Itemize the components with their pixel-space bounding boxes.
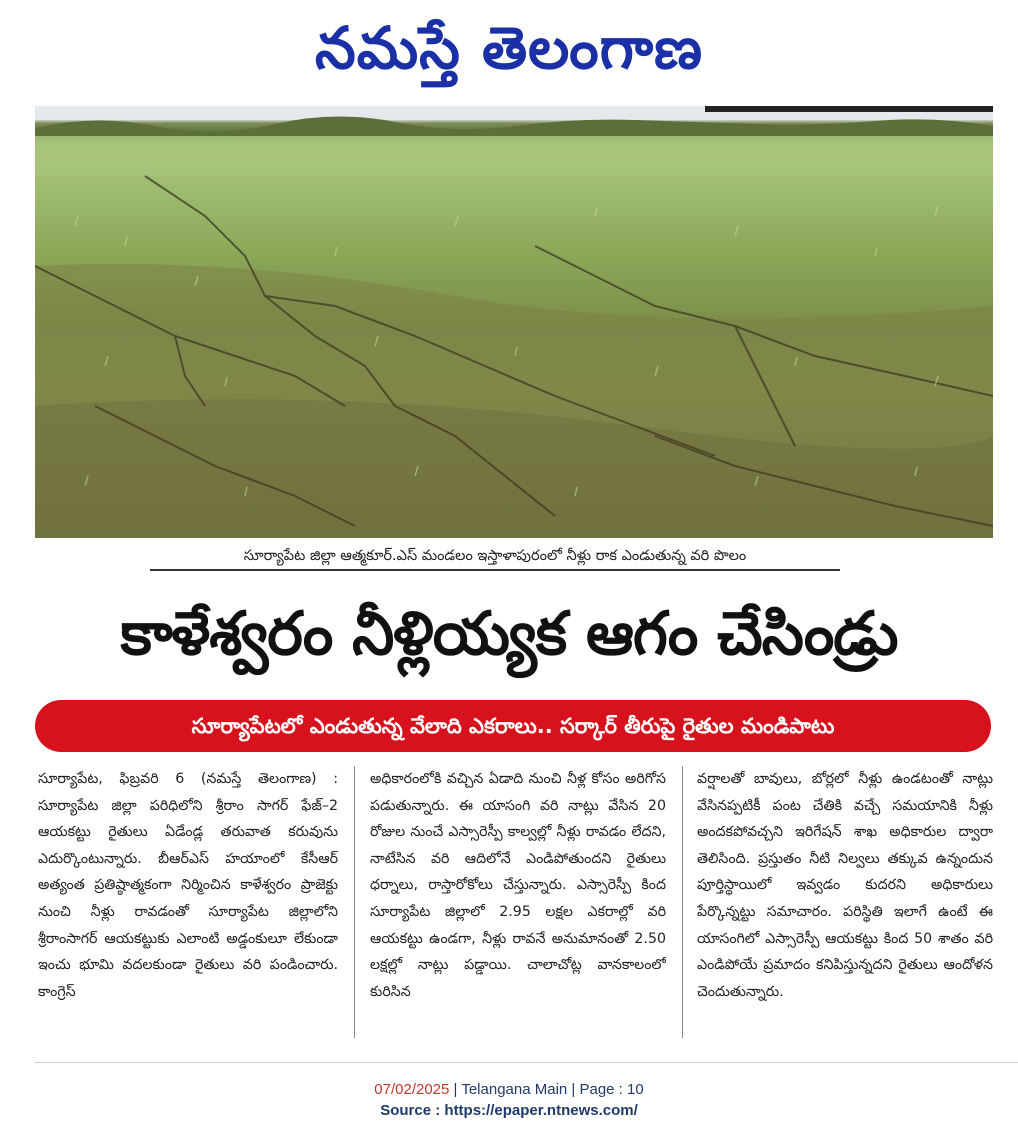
footer-edition-line bbox=[0, 1080, 1018, 1100]
article-column-1: సూర్యాపేట, ఫిబ్రవరి 6 (నమస్తే తెలంగాణ) : సూర్యాపేట జిల్లా పరిధిలోని శ్రీరాం సాగర్ ఫేజ్–2 ఆయకట్టు రైతులు ఏడేండ్ల తరువాత కరువును ఎదుర్కొంటున్నారు. బీఆర్ఎస్ హయాంలో కేసీఆర్ అత్యంత ప్రతిష్ఠాత్మకంగా నిర్మించిన కాళేశ్వరం ప్రాజెక్టు నుంచి నీళ్లు రావడంతో సూర్యాపేట జిల్లాలోని శ్రీరాంసాగర్ ఆయకట్టుకు ఎలాంటి అడ్డంకులూ లేకుండా ఇంచు భూమి వదలకుండా రైతులు వరి పండించారు. కాంగ్రెస్ bbox=[38, 771, 338, 1000]
dry-field-illustration bbox=[35, 106, 993, 538]
subheadline-banner bbox=[35, 700, 991, 752]
edition-info: | Telangana Main | Page : 10 bbox=[453, 1081, 644, 1098]
article-column-2: అధికారంలోకి వచ్చిన ఏడాది నుంచి నీళ్ల కోసం అరిగోస పడుతున్నారు. ఈ యాసంగి వరి నాట్లు వేసిన 20 రోజుల నుంచే ఎస్సారెస్పీ కాల్వల్లో నీళ్లు రావడం లేదని, నాటేసిన వరి ఆదిలోనే ఎండిపోతుందని రైతులు ధర్నాలు, రాస్తారోకోలు చేస్తున్నారు. ఎస్సారెస్పీ కింద సూర్యాపేట జిల్లాలో 2.95 లక్షల ఎకరాల్లో వరి ఆయకట్టు ఉండగా, నీళ్లు రావనే అనుమానంతో 2.50 లక్షల్లో నాట్లు పడ్డాయి. చాలాచోట్ల వానకాలంలో కురిసిన bbox=[370, 771, 666, 1000]
column-divider bbox=[354, 766, 355, 1038]
article-headline: కాళేశ్వరం నీళ్లియ్యక ఆగం చేసిండ్రు bbox=[120, 599, 898, 669]
source-link[interactable]: Source : https://epaper.ntnews.com/ bbox=[380, 1102, 638, 1119]
photo-caption-box bbox=[150, 543, 840, 571]
publication-date: 07/02/2025 bbox=[374, 1081, 450, 1098]
article-photo bbox=[35, 106, 993, 538]
article-column-3: వర్షాలతో బావులు, బోర్లలో నీళ్లు ఉండటంతో నాట్లు వేసినప్పటికీ పంట చేతికి వచ్చే సమయానికి నీళ్లు అందకపోవచ్చని ఇరిగేషన్ శాఖ అధికారుల ద్వారా తెలిసింది. ప్రస్తుతం నీటి నిల్వలు తక్కువ ఉన్నందున పూర్తిస్థాయిలో ఇవ్వడం కుదరని అధికారులు పేర్కొన్నట్టు సమాచారం. పరిస్థితి ఇలాగే ఉంటే ఈ యాసంగిలో ఎస్సారెస్పీ ఆయకట్టు కింద 50 శాతం వరి ఎండిపోయే ప్రమాదం కనిపిస్తున్నదని రైతులు ఆందోళన చెందుతున్నారు. bbox=[697, 771, 993, 1000]
masthead bbox=[0, 0, 1018, 100]
newspaper-logo: నమస్తే తెలంగాణ bbox=[315, 14, 703, 82]
footer-divider bbox=[35, 1062, 1018, 1063]
photo-caption: సూర్యాపేట జిల్లా ఆత్మకూర్.ఎస్ మండలం ఇస్తాళాపురంలో నీళ్లు రాక ఎండుతున్న వరి పొలం bbox=[243, 548, 747, 564]
page-footer bbox=[0, 1080, 1018, 1122]
article-subheadline: సూర్యాపేటలో ఎండుతున్న వేలాది ఎకరాలు.. సర్కార్ తీరుపై రైతుల మండిపాటు bbox=[191, 714, 835, 738]
column-divider bbox=[682, 766, 683, 1038]
